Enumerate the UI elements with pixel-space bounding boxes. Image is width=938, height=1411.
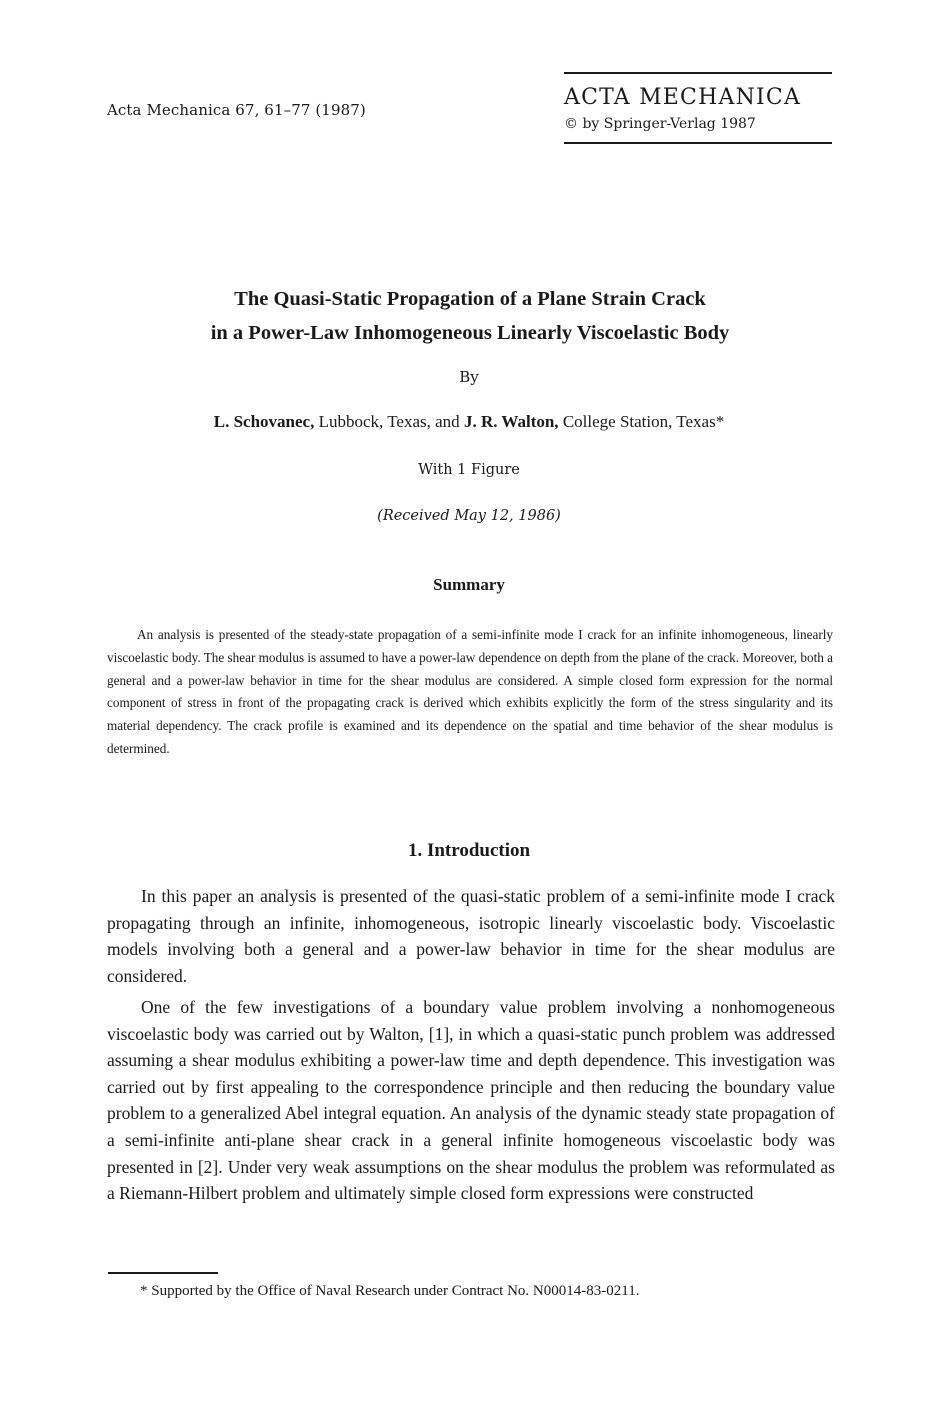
title-line-2: in a Power-Law Inhomogeneous Linearly Viscoelastic Body bbox=[210, 322, 730, 344]
introduction-heading: 1. Introduction bbox=[407, 840, 531, 861]
summary-text: An analysis is presented of the steady-state propagation of a semi-infinite mode I crack for an infinite inhomogeneous, linearly viscoelastic body. The shear modulus is assumed to have a power-law dependence on depth from the plane of the crack. Moreover, both a general and a power-law behavior in time for the shear modulus are considered. A simple closed form expression for the normal component of stress in front of the propagating crack is derived which exhibits explicitly the form of the stress singularity and its material dependency. The crack profile is examined and its dependence on the spatial and time behavior of the shear modulus is determined. bbox=[107, 627, 833, 756]
introduction-paragraph-2: One of the few investigations of a boundary value problem involving a nonhomogeneous viscoelastic body was carried out by Walton, [1], in which a quasi-static punch problem was addressed assuming a shear modulus exhibiting a power-law time and depth dependence. This investigation was carried out by first appealing to the correspondence principle and then reducing the boundary value problem to a generalized Abel integral equation. An analysis of the dynamic steady state propagation of a semi-infinite anti-plane shear crack in a general infinite homogeneous viscoelastic body was presented in [2]. Under very weak assumptions on the shear modulus the problem was reformulated as a Riemann-Hilbert problem and ultimately simple closed form expressions were constructed bbox=[107, 997, 835, 1204]
footnote-rule bbox=[108, 1272, 218, 1274]
by-label: By bbox=[459, 368, 479, 386]
received-date: (Received May 12, 1986) bbox=[377, 508, 561, 524]
author-line bbox=[0, 412, 938, 432]
author-2-name: J. R. Walton, bbox=[463, 412, 559, 431]
journal-masthead bbox=[564, 72, 832, 144]
author-2-place: College Station, Texas* bbox=[558, 412, 725, 431]
author-1-place: Lubbock, Texas, and bbox=[314, 412, 464, 431]
journal-citation: Acta Mechanica 67, 61–77 (1987) bbox=[107, 101, 366, 119]
introduction-paragraph-1: In this paper an analysis is presented of the quasi-static problem of a semi-infinite mode I crack propagating through an infinite, inhomogeneous, isotropic linearly viscoelastic body. Viscoelastic models involving both a general and a power-law behavior in time for the shear modulus are considered. bbox=[107, 886, 835, 986]
author-1-name: L. Schovanec, bbox=[213, 412, 315, 431]
masthead-publisher: © by Springer-Verlag 1987 bbox=[564, 116, 756, 132]
paper-title bbox=[80, 282, 860, 350]
masthead-top-rule bbox=[564, 72, 832, 74]
figure-count: With 1 Figure bbox=[418, 462, 520, 478]
title-line-1: The Quasi-Static Propagation of a Plane Strain Crack bbox=[234, 288, 706, 310]
footnote: * Supported by the Office of Naval Research under Contract No. N00014-83-0211. bbox=[140, 1283, 640, 1299]
masthead-bottom-rule bbox=[564, 142, 832, 144]
masthead-name: ACTA MECHANICA bbox=[564, 85, 802, 110]
summary-heading: Summary bbox=[433, 575, 505, 594]
